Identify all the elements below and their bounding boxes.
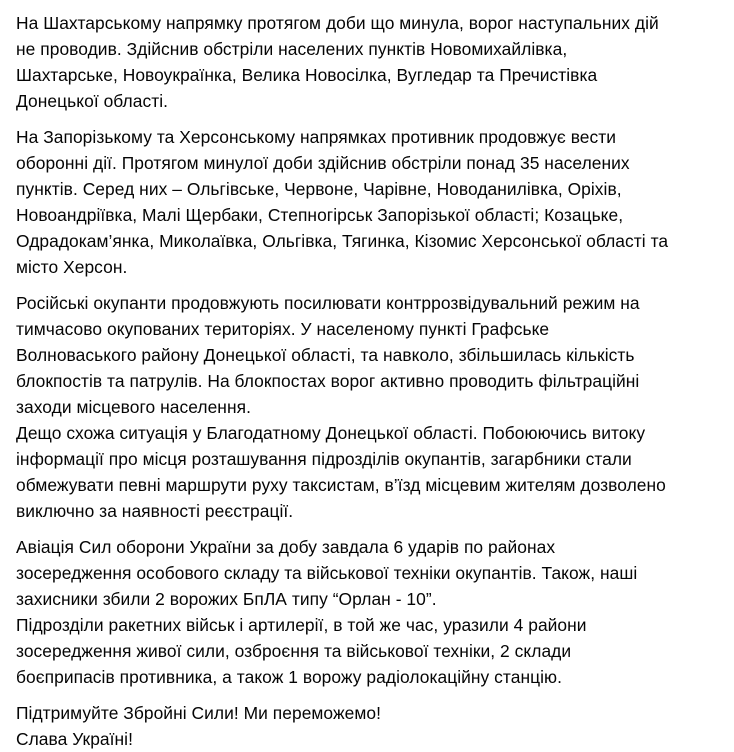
text-line: Підтримуйте Збройні Сили! Ми переможемо! [16, 703, 381, 723]
paragraph-closing-slogan [16, 700, 720, 752]
text-line: заходи місцевого населення. [16, 397, 251, 417]
text-line: виключно за наявності реєстрації. [16, 501, 294, 521]
text-line: Донецької області. [16, 91, 169, 111]
text-line: зосередження живої сили, озброєння та військової техніки, 2 склади [16, 641, 572, 661]
text-line: оборонні дії. Протягом минулої доби здійснив обстріли понад 35 населених [16, 153, 630, 173]
paragraph-occupied-territories [16, 290, 720, 524]
text-line: боєприпасів противника, а також 1 ворожу радіолокаційну станцію. [16, 667, 563, 687]
text-line: Авіація Сил оборони України за добу завдала 6 ударів по районах [16, 537, 556, 557]
text-line: тимчасово окупованих територіях. У населеному пункті Графське [16, 319, 550, 339]
text-line: Слава Україні! [16, 729, 133, 749]
paragraph-zaporizhzhia-kherson-directions [16, 124, 720, 280]
text-line: Шахтарське, Новоукраїнка, Велика Новосілка, Вугледар та Пречистівка [16, 65, 598, 85]
text-line: місто Херсон. [16, 257, 128, 277]
text-line: обмежувати певні маршрути руху таксистам, в’їзд місцевим жителям дозволено [16, 475, 666, 495]
text-line: захисники збили 2 ворожих БпЛА типу “Орлан - 10”. [16, 589, 437, 609]
text-line: На Запорізькому та Херсонському напрямках противник продовжує вести [16, 127, 617, 147]
text-line: зосередження особового складу та військової техніки окупантів. Також, наші [16, 563, 638, 583]
text-line: Волноваського району Донецької області, та навколо, збільшилась кількість [16, 345, 635, 365]
text-line: Підрозділи ракетних військ і артилерії, в той же час, уразили 4 райони [16, 615, 587, 635]
text-line: На Шахтарському напрямку протягом доби що минула, ворог наступальних дій [16, 13, 659, 33]
text-line: пунктів. Серед них – Ольгівське, Червоне, Чарівне, Новоданилівка, Оріхів, [16, 179, 622, 199]
text-line: Одрадокам’янка, Миколаївка, Ольгівка, Тягинка, Кізомис Херсонської області та [16, 231, 669, 251]
text-line: інформації про місця розташування підрозділів окупантів, загарбники стали [16, 449, 632, 469]
text-line: не проводив. Здійснив обстріли населених пунктів Новомихайлівка, [16, 39, 568, 59]
post-body [0, 10, 734, 752]
paragraph-aviation-artillery [16, 534, 720, 690]
paragraph-shakhtarske-direction [16, 10, 720, 114]
text-line: Новоандріївка, Малі Щербаки, Степногірськ Запорізької області; Козацьке, [16, 205, 624, 225]
text-line: блокпостів та патрулів. На блокпостах ворог активно проводить фільтраційні [16, 371, 640, 391]
text-line: Дещо схожа ситуація у Благодатному Донецької області. Побоюючись витоку [16, 423, 646, 443]
text-line: Російські окупанти продовжують посилювати контррозвідувальний режим на [16, 293, 640, 313]
